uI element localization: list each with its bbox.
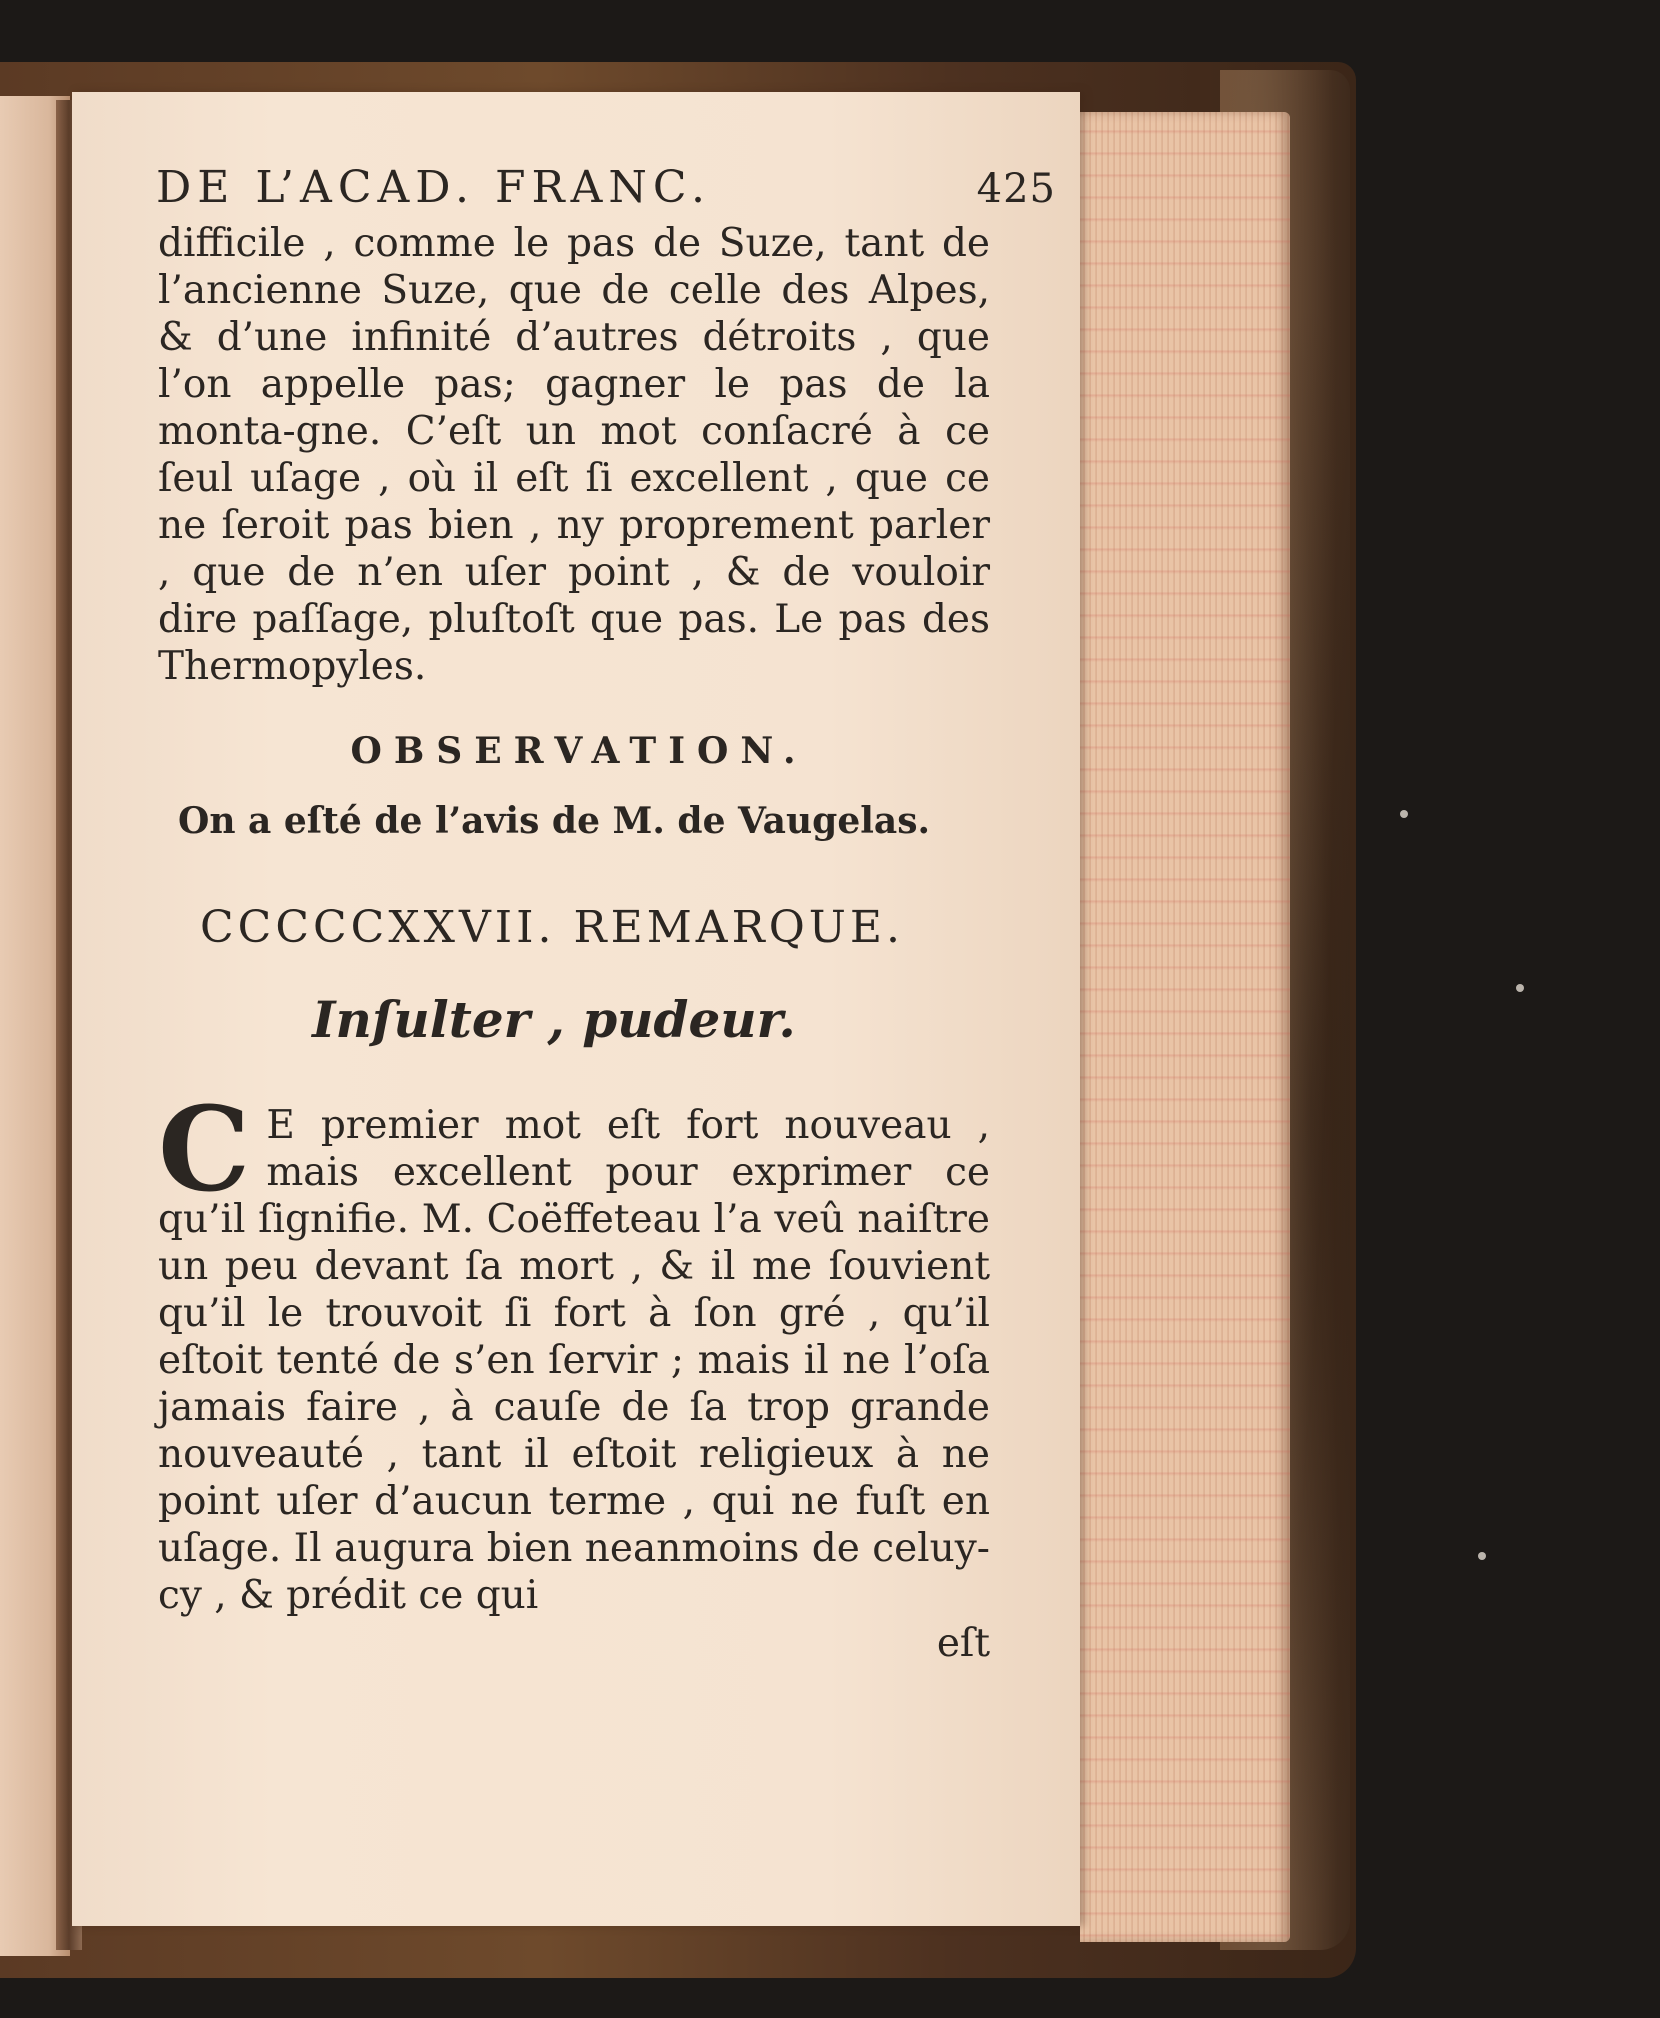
running-head xyxy=(156,162,1056,220)
catchword: eſt xyxy=(936,1621,990,1666)
page-edges xyxy=(1080,112,1290,1942)
background-speck xyxy=(1516,984,1524,992)
observation-heading: OBSERVATION. xyxy=(350,730,808,772)
remarque-paragraph-block xyxy=(158,1082,990,1619)
continuation-paragraph: difficile , comme le pas de Suze, tant de l’ancienne Suze, que de celle des Alpes, & d’une infinité d’autres détroits , que l’on appelle pas; gagner le pas de la monta-gne. C’eſt un mot conſacré à ce ſeul uſage , où il eſt ſi excellent , que ce ne ſeroit pas bien , ny proprement parler , que de n’en uſer point , & de vouloir dire paſſage, pluſtoſt que pas. Le pas des Thermopyles. xyxy=(158,221,990,689)
background-speck xyxy=(1478,1552,1486,1560)
remarque-paragraph: E premier mot eſt fort nouveau , mais excellent pour exprimer ce qu’il ſignifie. M. Coëffeteau l’a veû naiſtre un peu devant ſa mort , & il me ſouvient qu’il le trouvoit ſi fort à ſon gré , qu’il eſtoit tenté de s’en ſervir ; mais il ne l’oſa jamais faire , à cauſe de ſa trop grande nouveauté , tant il eſtoit religieux à ne point uſer d’aucun terme , qui ne fuſt en uſage. Il augura bien neanmoins de celuy-cy , & prédit ce qui xyxy=(158,1103,990,1618)
observation-text: On a eſté de l’avis de M. de Vaugelas. xyxy=(177,800,931,842)
page-number: 425 xyxy=(976,166,1056,212)
running-head-title: DE L’ACAD. FRANC. xyxy=(156,162,711,213)
book-page xyxy=(72,92,1080,1926)
drop-cap: C xyxy=(158,1082,251,1218)
background-speck xyxy=(1400,810,1408,818)
remarque-heading: CCCCCXXVII. REMARQUE. xyxy=(200,902,904,953)
page-content xyxy=(114,162,1056,1666)
remarque-subtitle: Inſulter , pudeur. xyxy=(312,990,796,1049)
